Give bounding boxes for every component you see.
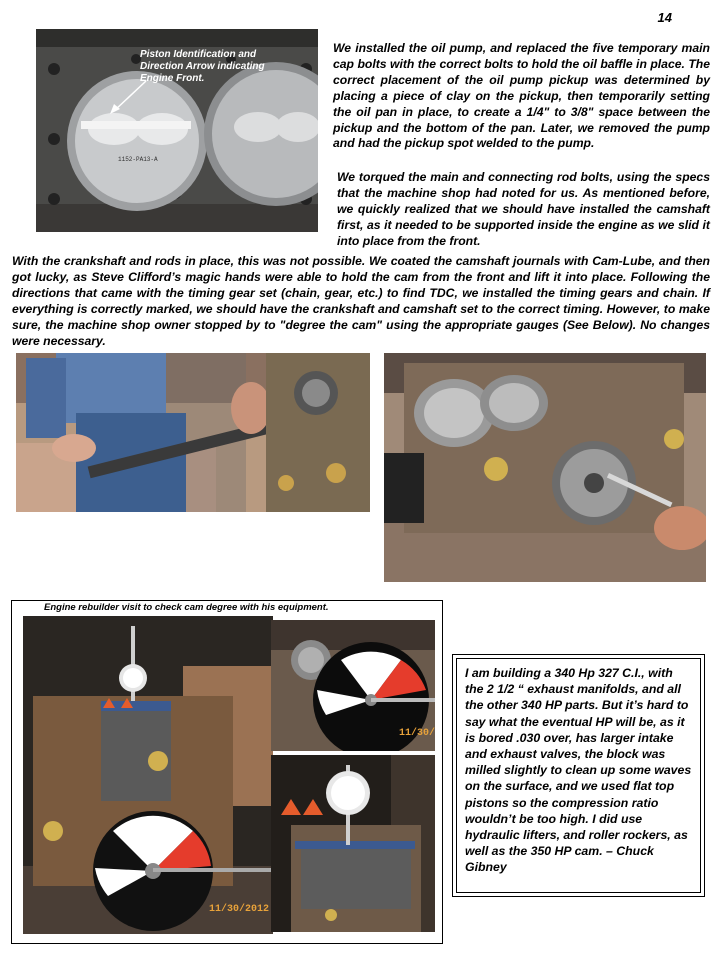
cam-degree-small-bottom-image — [271, 755, 435, 932]
oil-pump-paragraph: We installed the oil pump, and replaced the five temporary main cap bolts with the correct bolts to hold the oil baffle in place. The correct placement of the oil pump pickup was determined by placing a piece of clay on the pickup, then temporarily setting the oil pan in place, to create a 1/4" to 3/8" space between the pickup and the bottom of the pan. Later, we removed the pump and had the pickup spot welded to the pump. — [333, 41, 710, 151]
camshaft-install-image — [16, 353, 370, 512]
owner-quote-text: I am building a 340 Hp 327 C.I., with the 2 1/2 “ exhaust manifolds, and all the other 340 HP parts. But it’s hard to say what the eventual HP will be, as it is bored .030 over, has larger intake and exhaust valves, the block was milled slightly to clean up some waves on the surface, and we used flat top pistons so the compression ratio wouldn’t be too high. I did use hydraulic lifters, and roller rockers, as well as the 350 HP cam. – Chuck Gibney — [465, 666, 692, 875]
piston-photo — [36, 29, 318, 232]
cam-degree-large-image — [23, 616, 273, 934]
cam-degree-photo-small-bottom — [271, 755, 435, 932]
date-stamp-large: 11/30/2012 — [209, 904, 270, 915]
cam-degree-photo-small-top — [271, 620, 435, 751]
torque-paragraph: We torqued the main and connecting rod bolts, using the specs that the machine shop had noted for us. As mentioned before, we quickly realized that we should have installed the camshaft first, as it needed to be supported inside the engine as we slid it into place from the front. — [337, 170, 710, 248]
owner-quote-box — [456, 658, 701, 893]
piston-caption: Piston Identification and Direction Arrow indicating Engine Front. — [140, 49, 265, 84]
page-number: 14 — [657, 10, 672, 25]
engine-rebuilder-frame — [11, 600, 443, 944]
svg-text:1152-PA13-A: 1152-PA13-A — [118, 156, 158, 163]
cam-degree-photo-large — [23, 616, 273, 934]
timing-chain-image — [384, 353, 706, 582]
camshaft-install-photo — [16, 353, 370, 512]
torque-paragraph-continued: With the crankshaft and rods in place, this was not possible. We coated the camshaft journals with Cam-Lube, and then got lucky, as Steve Clifford’s magic hands were able to hold the cam from the front and lift it into place. Following the directions that came with the timing gear set (chain, gear, etc.) to find TDC, we installed the timing gears and chain. If everything is correctly marked, we should have the crankshaft and camshaft set to the correct timing. However, to make sure, the machine shop owner stopped by to "degree the cam" using the appropriate gauges (See Below). No changes were necessary. — [12, 254, 710, 348]
timing-chain-photo — [384, 353, 706, 582]
engine-rebuilder-caption: Engine rebuilder visit to check cam degree with his equipment. — [44, 602, 329, 613]
date-stamp-small-top: 11/30/ — [399, 728, 435, 739]
